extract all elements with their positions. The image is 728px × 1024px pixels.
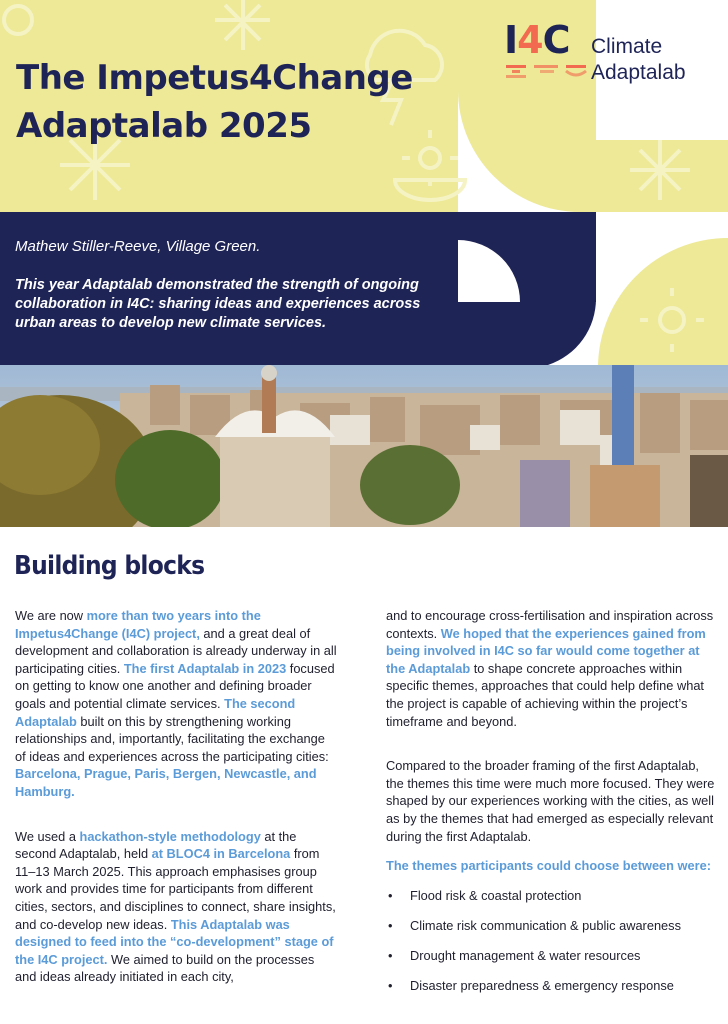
list-item: • Disaster preparedness & emergency response (388, 977, 674, 993)
body-text: Compared to the broader framing of the first Adaptalab, the themes this time were much more focused. They were shaped by our experiences working with the cities, as well as by the themes that had emerged as especially relevant during the first Adaptalab. (386, 758, 715, 844)
paragraph (386, 607, 720, 730)
body-text: We are now (15, 608, 87, 623)
body-text: We aimed to build on the processes and ideas already initiated in each city, (15, 951, 315, 985)
body-text: focused on getting to know one another and defining broader goals and potential climate services. (15, 660, 335, 711)
left-column (15, 607, 339, 986)
body-text: We used a (15, 828, 80, 844)
paragraph (15, 828, 339, 986)
barcelona-park-guell-photo (0, 365, 728, 527)
highlighted-text: hackathon-style methodology (79, 828, 261, 844)
highlighted-text: at BLOC4 in Barcelona (151, 846, 291, 862)
paragraph (386, 757, 720, 845)
body-text: and a great deal of development and collaboration is already underway in all participating cities. (15, 625, 337, 676)
themes-heading: The themes participants could choose between were: (386, 858, 711, 874)
city-skyline-image (0, 365, 728, 527)
section-heading: Building blocks (14, 551, 205, 581)
header-banner (0, 0, 728, 365)
paragraph (15, 607, 339, 801)
page-title (16, 54, 416, 150)
right-column (386, 607, 720, 1001)
body-text: from 11–13 March 2025. This approach emphasises group work and provides time for participants from different cities, sectors, and disciplines to connect, share insights, and co-develop new ideas. (15, 846, 336, 932)
logo-reflection-icon (504, 63, 590, 83)
highlighted-text: The second Adaptalab (15, 695, 296, 729)
body-text: and to encourage cross-fertilisation and inspiration across contexts. (386, 608, 714, 641)
highlighted-text: Barcelona, Prague, Paris, Bergen, Newcastle, and Hamburg. (15, 766, 317, 799)
title-line-1: The Impetus4Change (16, 58, 413, 98)
body-text: to shape concrete approaches within specific themes, approaches that could help define what the project is capable of achieving within the project’s timeframe and beyond. (386, 660, 704, 729)
list-item: • Drought management & water resources (388, 947, 641, 963)
i4c-climate-adaptalab-logo (500, 20, 720, 90)
highlighted-text: We hoped that the experiences gained from being involved in I4C so far would come together at the Adaptalab (386, 625, 706, 676)
highlighted-text: This Adaptalab was designed to feed into the “co-development” stage of the I4C project. (15, 916, 334, 967)
intro-summary: This year Adaptalab demonstrated the strength of ongoing collaboration in I4C: sharing ideas and experiences across urban areas to develop new climate services. (15, 277, 421, 331)
list-item: • Flood risk & coastal protection (388, 887, 582, 903)
highlighted-text: The first Adaptalab in 2023 (123, 660, 287, 676)
list-item: • Climate risk communication & public awareness (388, 917, 681, 933)
body-text: at the second Adaptalab, held (15, 828, 297, 862)
title-line-2: Adaptalab 2025 (16, 106, 312, 146)
logo-wordmark: Climate Adaptalab (591, 35, 686, 84)
author-byline: Mathew Stiller-Reeve, Village Green. (15, 238, 261, 255)
highlighted-text: more than two years into the Impetus4Change (I4C) project, (15, 608, 261, 641)
i4c-logo-mark: I4C (504, 18, 570, 62)
body-text: built on this by strengthening working relationships and, importantly, facilitating the exchange of ideas and experiences across the participating cities: (15, 713, 329, 764)
themes-list (386, 881, 720, 1001)
